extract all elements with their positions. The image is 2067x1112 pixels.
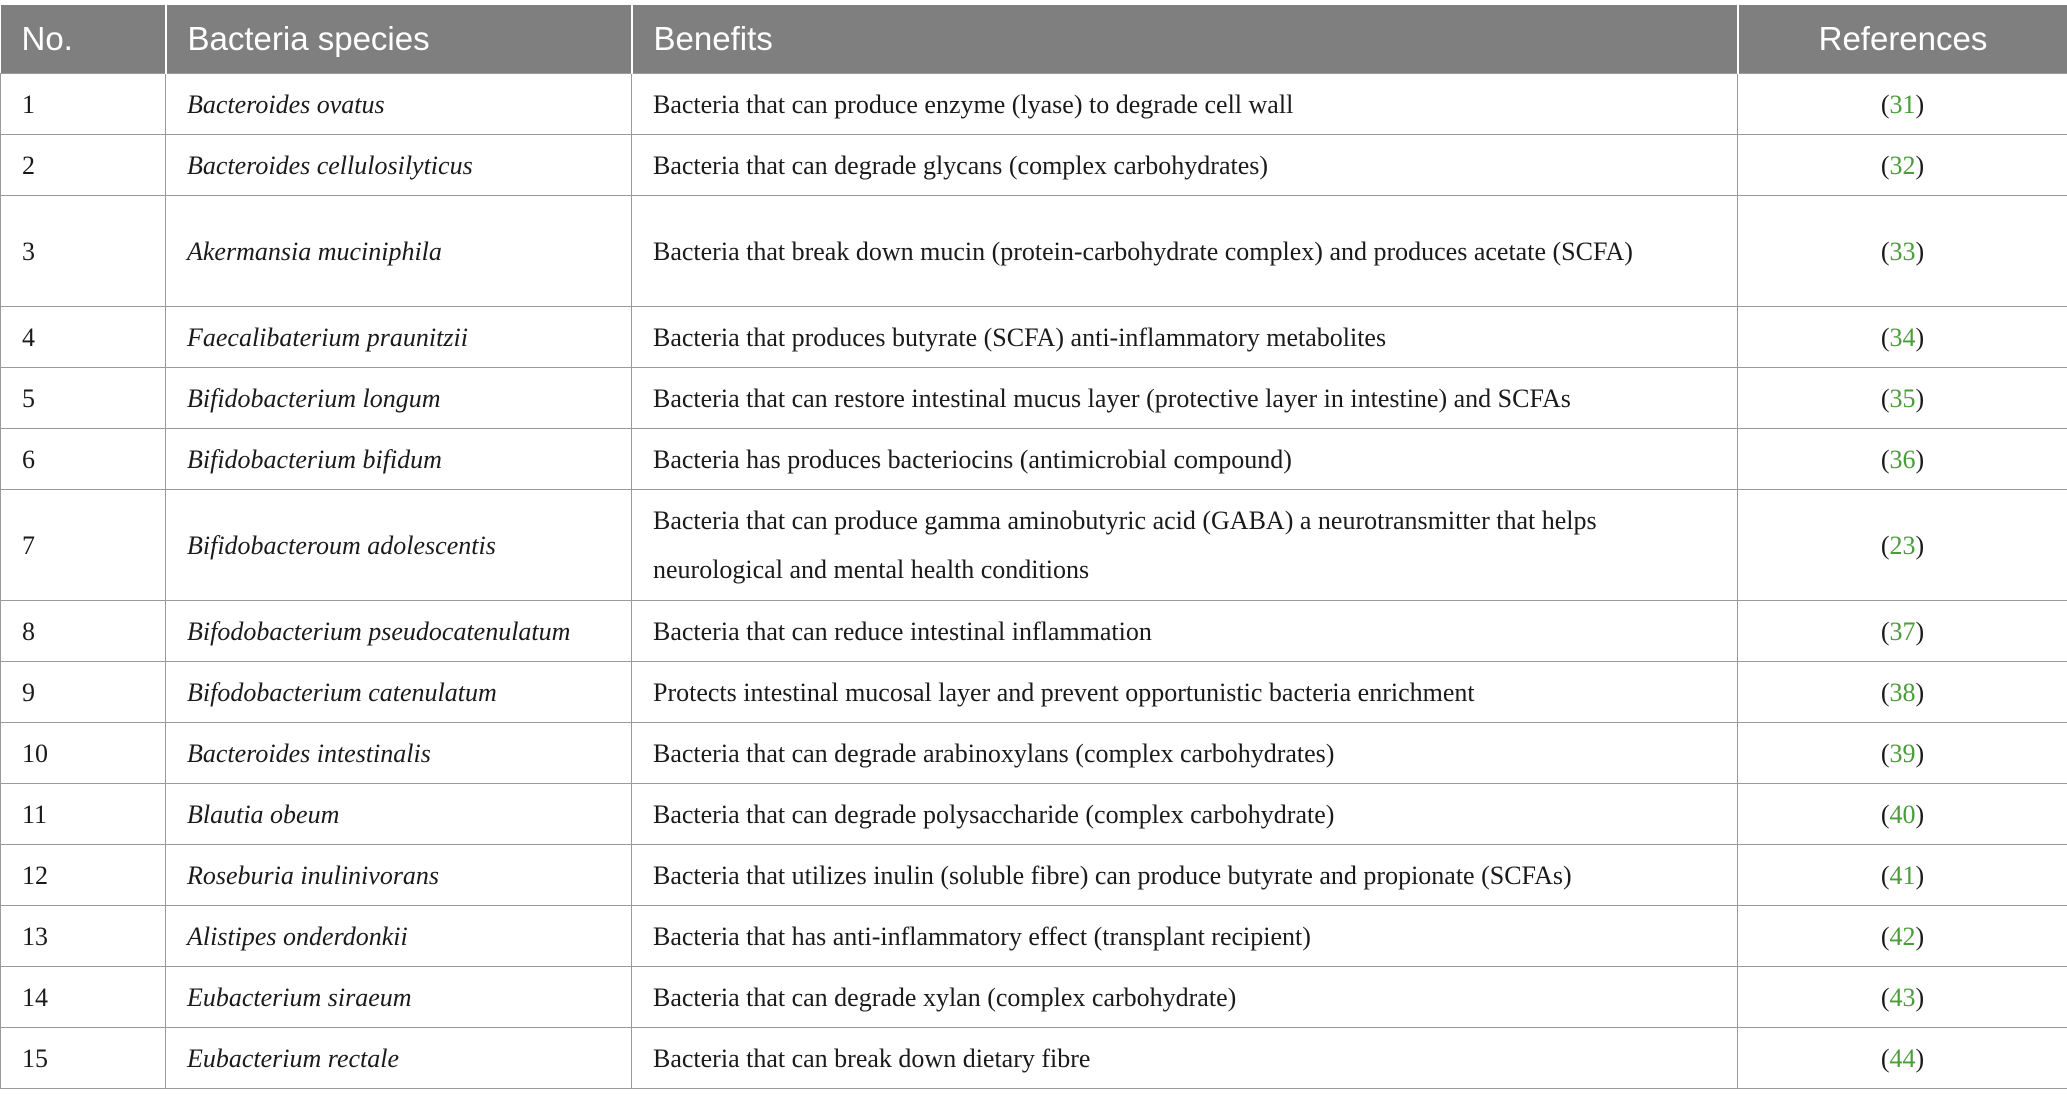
ref-open-paren: (: [1880, 1043, 1890, 1073]
row-number: 4: [1, 307, 166, 368]
header-species: Bacteria species: [166, 5, 632, 74]
reference-link[interactable]: 44: [1889, 1043, 1916, 1073]
ref-open-paren: (: [1880, 982, 1890, 1012]
row-number: 10: [1, 723, 166, 784]
table-row-7: [1, 490, 2067, 601]
bacteria-species-name: Eubacterium siraeum: [166, 967, 632, 1028]
benefit-description: Protects intestinal mucosal layer and prevent opportunistic bacteria enrichment: [632, 662, 1738, 723]
table-row-12: [1, 845, 2067, 906]
ref-close-paren: ): [1915, 383, 1925, 413]
ref-open-paren: (: [1880, 616, 1890, 646]
table-row-15: [1, 1028, 2067, 1089]
header-benefits: Benefits: [632, 5, 1738, 74]
row-number: 13: [1, 906, 166, 967]
bacteria-species-name: Eubacterium rectale: [166, 1028, 632, 1089]
table-row-6: [1, 429, 2067, 490]
bacteria-species-name: Alistipes onderdonkii: [166, 906, 632, 967]
row-number: 8: [1, 601, 166, 662]
ref-close-paren: ): [1915, 982, 1925, 1012]
benefit-description: Bacteria that can produce enzyme (lyase) to degrade cell wall: [632, 74, 1738, 135]
bacteria-species-name: Bifidobacterium bifidum: [166, 429, 632, 490]
benefit-description: Bacteria that break down mucin (protein-carbohydrate complex) and produces acetate (SCFA): [632, 196, 1738, 307]
ref-close-paren: ): [1915, 89, 1925, 119]
bacteria-table-container: [0, 5, 2067, 1089]
ref-close-paren: ): [1915, 738, 1925, 768]
reference-link[interactable]: 42: [1889, 921, 1916, 951]
ref-open-paren: (: [1880, 799, 1890, 829]
bacteria-species-name: Bacteroides intestinalis: [166, 723, 632, 784]
table-row-14: [1, 967, 2067, 1028]
reference-link[interactable]: 43: [1889, 982, 1916, 1012]
reference-cell: [1738, 368, 2067, 429]
bacteria-species-name: Bifodobacterium pseudocatenulatum: [166, 601, 632, 662]
benefit-description: Bacteria has produces bacteriocins (antimicrobial compound): [632, 429, 1738, 490]
ref-open-paren: (: [1880, 921, 1890, 951]
benefit-description: Bacteria that can break down dietary fibre: [632, 1028, 1738, 1089]
benefit-description: Bacteria that utilizes inulin (soluble fibre) can produce butyrate and propionate (SCFAs): [632, 845, 1738, 906]
ref-close-paren: ): [1915, 616, 1925, 646]
reference-cell: [1738, 723, 2067, 784]
ref-open-paren: (: [1880, 89, 1890, 119]
row-number: 14: [1, 967, 166, 1028]
reference-link[interactable]: 32: [1889, 150, 1916, 180]
reference-cell: [1738, 74, 2067, 135]
ref-close-paren: ): [1915, 322, 1925, 352]
ref-close-paren: ): [1915, 444, 1925, 474]
reference-link[interactable]: 41: [1889, 860, 1916, 890]
reference-cell: [1738, 135, 2067, 196]
ref-close-paren: ): [1915, 799, 1925, 829]
ref-open-paren: (: [1880, 530, 1890, 560]
ref-open-paren: (: [1880, 677, 1890, 707]
table-row-3: [1, 196, 2067, 307]
row-number: 11: [1, 784, 166, 845]
row-number: 3: [1, 196, 166, 307]
reference-cell: [1738, 601, 2067, 662]
bacteria-species-name: Bifodobacterium catenulatum: [166, 662, 632, 723]
table-row-5: [1, 368, 2067, 429]
bacteria-species-name: Blautia obeum: [166, 784, 632, 845]
ref-close-paren: ): [1915, 921, 1925, 951]
ref-open-paren: (: [1880, 860, 1890, 890]
reference-cell: [1738, 307, 2067, 368]
ref-close-paren: ): [1915, 530, 1925, 560]
reference-link[interactable]: 40: [1889, 799, 1916, 829]
reference-cell: [1738, 662, 2067, 723]
ref-open-paren: (: [1880, 738, 1890, 768]
bacteria-benefits-table: [0, 5, 2067, 1089]
reference-cell: [1738, 784, 2067, 845]
table-body: [1, 74, 2067, 1089]
table-row-2: [1, 135, 2067, 196]
table-row-4: [1, 307, 2067, 368]
benefit-description: Bacteria that can degrade xylan (complex carbohydrate): [632, 967, 1738, 1028]
table-row-13: [1, 906, 2067, 967]
bacteria-species-name: Bifidobacterium longum: [166, 368, 632, 429]
ref-open-paren: (: [1880, 322, 1890, 352]
reference-link[interactable]: 35: [1889, 383, 1916, 413]
benefit-description: Bacteria that can degrade polysaccharide (complex carbohydrate): [632, 784, 1738, 845]
bacteria-species-name: Bacteroides cellulosilyticus: [166, 135, 632, 196]
bacteria-species-name: Faecalibaterium praunitzii: [166, 307, 632, 368]
ref-close-paren: ): [1915, 236, 1925, 266]
row-number: 7: [1, 490, 166, 601]
reference-link[interactable]: 38: [1889, 677, 1916, 707]
ref-close-paren: ): [1915, 1043, 1925, 1073]
reference-cell: [1738, 196, 2067, 307]
reference-cell: [1738, 906, 2067, 967]
bacteria-species-name: Roseburia inulinivorans: [166, 845, 632, 906]
ref-open-paren: (: [1880, 236, 1890, 266]
table-header: [1, 5, 2067, 74]
bacteria-species-name: Bacteroides ovatus: [166, 74, 632, 135]
header-references: References: [1738, 5, 2067, 74]
benefit-description: Bacteria that can degrade glycans (complex carbohydrates): [632, 135, 1738, 196]
table-row-9: [1, 662, 2067, 723]
table-row-10: [1, 723, 2067, 784]
row-number: 2: [1, 135, 166, 196]
table-row-11: [1, 784, 2067, 845]
ref-open-paren: (: [1880, 444, 1890, 474]
reference-link[interactable]: 36: [1889, 444, 1916, 474]
benefit-description: Bacteria that has anti-inflammatory effect (transplant recipient): [632, 906, 1738, 967]
row-number: 1: [1, 74, 166, 135]
row-number: 9: [1, 662, 166, 723]
bacteria-species-name: Bifidobacteroum adolescentis: [166, 490, 632, 601]
reference-cell: [1738, 1028, 2067, 1089]
benefit-description: Bacteria that can restore intestinal mucus layer (protective layer in intestine) and SCFAs: [632, 368, 1738, 429]
reference-link[interactable]: 31: [1889, 89, 1916, 119]
ref-close-paren: ): [1915, 860, 1925, 890]
bacteria-species-name: Akermansia muciniphila: [166, 196, 632, 307]
reference-cell: [1738, 490, 2067, 601]
table-row-1: [1, 74, 2067, 135]
header-row: [1, 5, 2067, 74]
row-number: 6: [1, 429, 166, 490]
row-number: 12: [1, 845, 166, 906]
ref-open-paren: (: [1880, 150, 1890, 180]
reference-cell: [1738, 429, 2067, 490]
row-number: 15: [1, 1028, 166, 1089]
benefit-description: Bacteria that can degrade arabinoxylans (complex carbohydrates): [632, 723, 1738, 784]
header-no: No.: [1, 5, 166, 74]
ref-close-paren: ): [1915, 150, 1925, 180]
ref-open-paren: (: [1880, 383, 1890, 413]
reference-cell: [1738, 967, 2067, 1028]
benefit-description: Bacteria that can produce gamma aminobutyric acid (GABA) a neurotransmitter that helps neurological and mental health conditions: [632, 490, 1738, 601]
benefit-description: Bacteria that can reduce intestinal inflammation: [632, 601, 1738, 662]
table-row-8: [1, 601, 2067, 662]
row-number: 5: [1, 368, 166, 429]
reference-link[interactable]: 34: [1889, 322, 1916, 352]
reference-link[interactable]: 37: [1889, 616, 1916, 646]
reference-link[interactable]: 23: [1889, 530, 1916, 560]
reference-link[interactable]: 39: [1889, 738, 1916, 768]
benefit-description: Bacteria that produces butyrate (SCFA) anti-inflammatory metabolites: [632, 307, 1738, 368]
ref-close-paren: ): [1915, 677, 1925, 707]
reference-cell: [1738, 845, 2067, 906]
reference-link[interactable]: 33: [1889, 236, 1916, 266]
